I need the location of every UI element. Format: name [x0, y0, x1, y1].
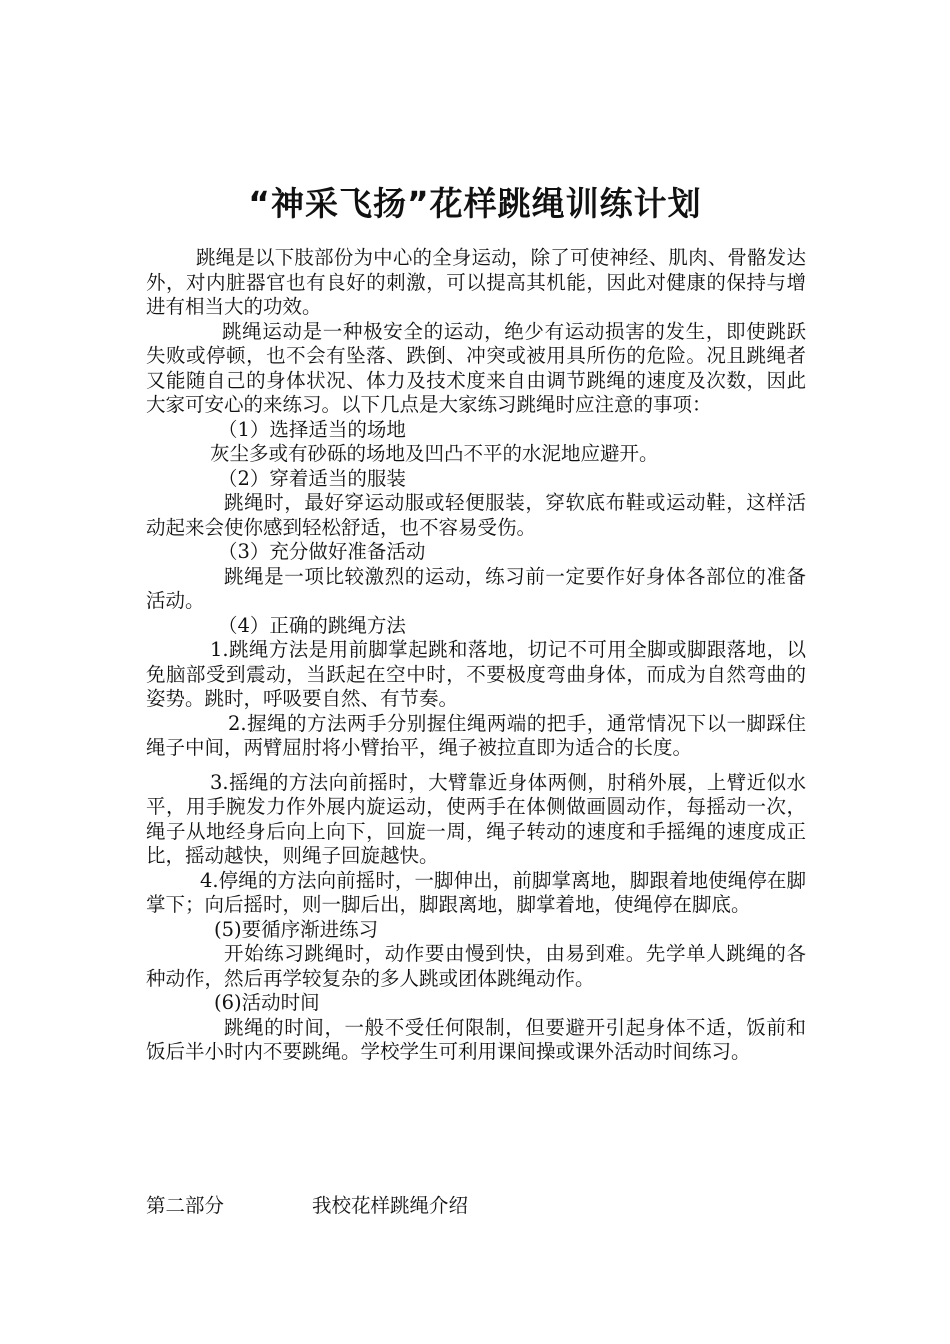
paragraph-item-6: 跳绳的时间，一般不受任何限制，但要避开引起身体不适，饭前和饭后半小时内不要跳绳。学校学生可利用课间操或课外活动时间练习。 — [146, 1015, 806, 1063]
paragraph-item-2: 跳绳时，最好穿运动服或轻便服装，穿软底布鞋或运动鞋，这样活动起来会使你感到轻松舒适，也不容易受伤。 — [146, 491, 806, 539]
paragraph-method-1: 1.跳绳方法是用前脚掌起跳和落地，切记不可用全脚或脚跟落地，以免脑部受到震动，当跃起在空中时，不要极度弯曲身体，而成为自然弯曲的姿势。跳时，呼吸要自然、有节奏。 — [146, 638, 806, 710]
heading-item-2: （2）穿着适当的服装 — [218, 466, 406, 490]
part-two-title: 我校花样跳绳介绍 — [312, 1194, 469, 1217]
part-two-label: 第二部分 — [146, 1194, 225, 1217]
paragraph-intro: 跳绳是以下肢部份为中心的全身运动，除了可使神经、肌肉、骨骼发达外，对内脏器官也有良好的刺激，可以提高其机能，因此对健康的保持与增进有相当大的功效。 — [146, 246, 806, 318]
document-title: “神采飞扬”花样跳绳训练计划 — [248, 184, 702, 223]
heading-item-1: （1）选择适当的场地 — [218, 417, 406, 441]
paragraph-method-2: 2.握绳的方法两手分别握住绳两端的把手，通常情况下以一脚踩住绳子中间，两臂屈肘将小臂抬平，绳子被拉直即为适合的长度。 — [146, 711, 806, 759]
heading-item-5: (5)要循序渐进练习 — [214, 917, 379, 941]
heading-item-3: （3）充分做好准备活动 — [218, 540, 426, 563]
heading-item-4: （4）正确的跳绳方法 — [218, 613, 406, 637]
paragraph-safety: 跳绳运动是一种极安全的运动，绝少有运动损害的发生，即使跳跃失败或停顿，也不会有坠落、跌倒、冲突或被用具所伤的危险。况且跳绳者又能随自己的身体状况、体力及技术度来自由调节跳绳的速度及次数，因此大家可安心的来练习。以下几点是大家练习跳绳时应注意的事项： — [146, 319, 806, 416]
paragraph-item-3: 跳绳是一项比较激烈的运动，练习前一定要作好身体各部位的准备活动。 — [146, 564, 806, 612]
part-two-heading — [146, 1190, 468, 1218]
document-body — [146, 246, 806, 1065]
paragraph-method-3: 3.摇绳的方法向前摇时，大臂靠近身体两侧，肘稍外展，上臂近似水平，用手腕发力作外展内旋运动，使两手在体侧做画圆动作，每摇动一次，绳子从地经身后向上向下，回旋一周，绳子转动的速度和手摇绳的速度成正比，摇动越快，则绳子回旋越快。 — [146, 770, 806, 867]
heading-item-6: (6)活动时间 — [214, 991, 320, 1014]
paragraph-method-4: 4.停绳的方法向前摇时，一脚伸出，前脚掌离地，脚跟着地使绳停在脚掌下；向后摇时，则一脚后出，脚跟离地，脚掌着地，使绳停在脚底。 — [146, 868, 806, 916]
paragraph-item-1: 灰尘多或有砂砾的场地及凹凸不平的水泥地应避开。 — [210, 442, 659, 465]
paragraph-item-5: 开始练习跳绳时，动作要由慢到快，由易到难。先学单人跳绳的各种动作，然后再学较复杂的多人跳或团体跳绳动作。 — [146, 942, 806, 990]
